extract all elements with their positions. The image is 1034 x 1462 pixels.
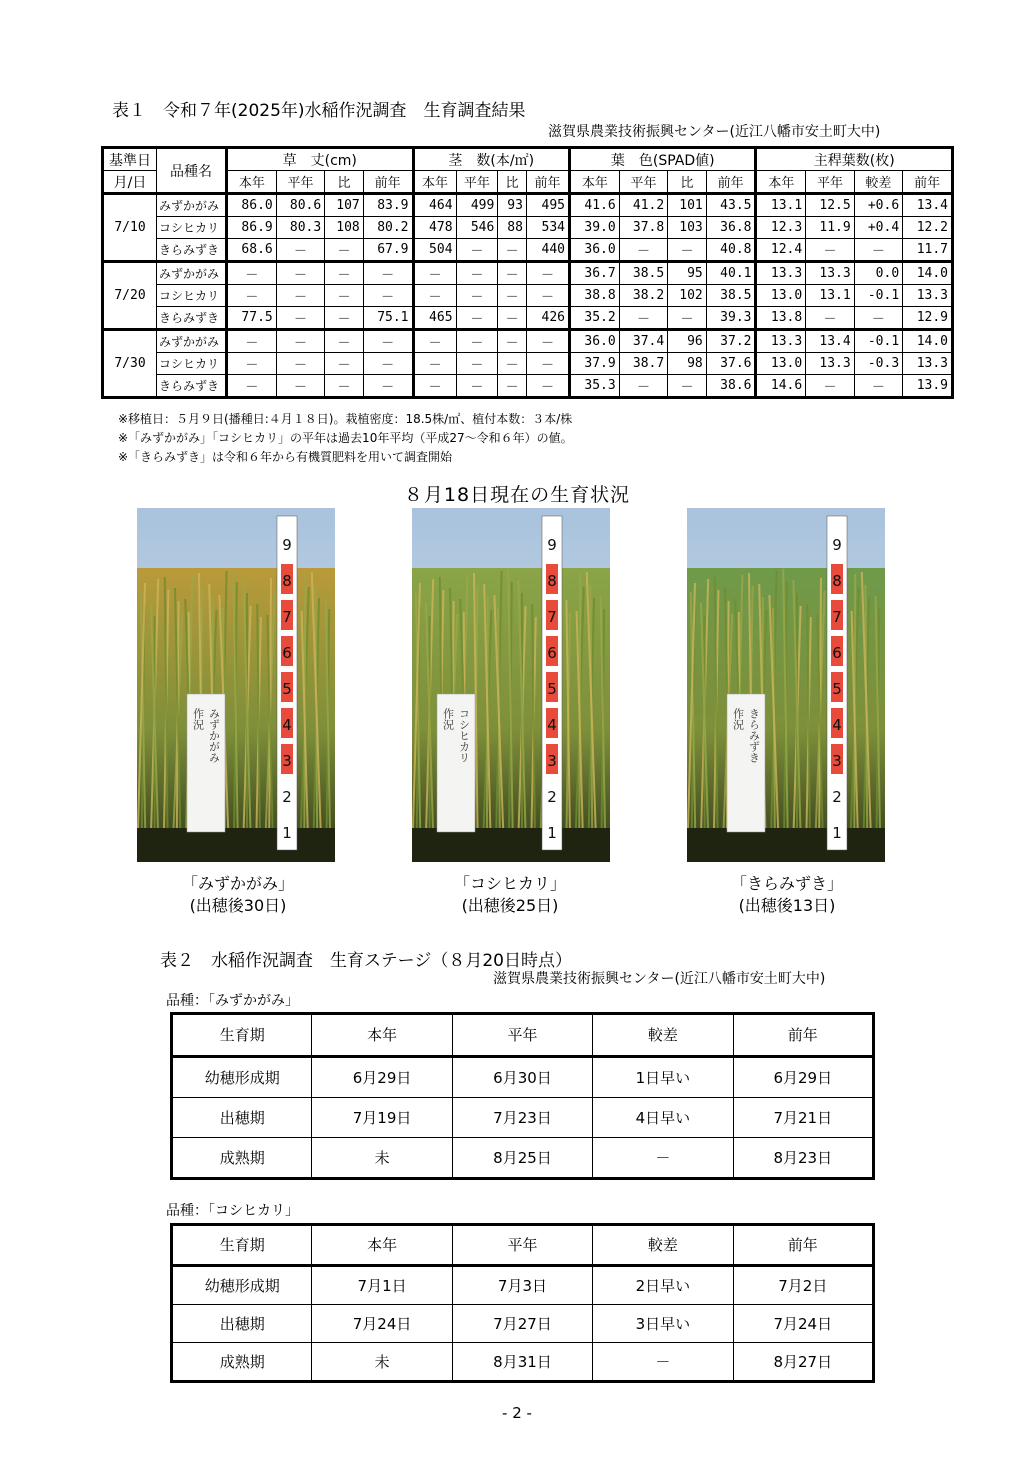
stage-cell: 8月25日 xyxy=(452,1137,592,1178)
value-cell: 0.0 xyxy=(854,262,902,285)
value-cell: － xyxy=(363,330,413,353)
stage-cell: 7月3日 xyxy=(452,1265,592,1304)
stage-header-cell: 本年 xyxy=(312,1014,452,1057)
stage-cell: 6月30日 xyxy=(452,1056,592,1097)
photo-caption-name: 「コシヒカリ」 xyxy=(453,874,566,893)
variety-cell: きらみずき xyxy=(157,307,227,330)
ruler-mark: 8 xyxy=(282,572,292,590)
photo-caption xyxy=(118,873,358,917)
stage-cell: 未 xyxy=(312,1342,452,1381)
ruler-mark: 1 xyxy=(282,824,292,842)
stage-cell: 出穂期 xyxy=(172,1098,312,1138)
stage-cell: 7月1日 xyxy=(312,1265,452,1304)
cultivar-label-koshihikari: 品種：「コシヒカリ」 xyxy=(166,1203,299,1219)
growth-survey-table xyxy=(101,146,954,399)
value-cell: 13.0 xyxy=(756,353,806,375)
value-cell: 86.9 xyxy=(227,217,277,239)
ruler-mark: 3 xyxy=(832,752,842,770)
ruler-mark: 6 xyxy=(547,644,557,662)
sub-header: 比 xyxy=(498,171,527,194)
value-cell: － xyxy=(413,285,456,307)
value-cell: 80.6 xyxy=(276,194,324,217)
value-cell: 13.1 xyxy=(806,285,854,307)
value-cell: － xyxy=(498,262,527,285)
value-cell: － xyxy=(806,307,854,330)
sign-text: 作況 xyxy=(191,708,205,730)
value-cell: － xyxy=(498,353,527,375)
ruler-mark: 4 xyxy=(832,716,842,734)
value-cell: － xyxy=(456,285,498,307)
value-cell: 36.0 xyxy=(569,239,619,262)
value-cell: － xyxy=(526,330,569,353)
photo-caption xyxy=(667,873,907,917)
table-row xyxy=(172,1305,874,1343)
sub-header: 平年 xyxy=(619,171,667,194)
value-cell: 38.2 xyxy=(619,285,667,307)
table-row xyxy=(103,375,953,398)
value-cell: 96 xyxy=(668,330,707,353)
stage-cell: 7月24日 xyxy=(312,1305,452,1343)
value-cell: － xyxy=(413,262,456,285)
date-cell: 7/20 xyxy=(103,262,157,330)
value-cell: － xyxy=(456,262,498,285)
value-cell: 38.8 xyxy=(569,285,619,307)
sub-header: 本年 xyxy=(227,171,277,194)
value-cell: － xyxy=(363,262,413,285)
value-cell: － xyxy=(227,353,277,375)
value-cell: － xyxy=(854,375,902,398)
value-cell: 38.5 xyxy=(619,262,667,285)
value-cell: 504 xyxy=(413,239,456,262)
stage-cell: 幼穂形成期 xyxy=(172,1265,312,1304)
value-cell: 12.4 xyxy=(756,239,806,262)
value-cell: 108 xyxy=(325,217,364,239)
value-cell: 13.4 xyxy=(903,194,953,217)
table-row xyxy=(172,1098,874,1138)
stage-cell: 2日早い xyxy=(593,1265,733,1304)
value-cell: － xyxy=(668,375,707,398)
value-cell: － xyxy=(276,353,324,375)
value-cell: 102 xyxy=(668,285,707,307)
value-cell: 37.6 xyxy=(706,353,756,375)
ruler-mark: 7 xyxy=(282,608,292,626)
ruler-mark: 9 xyxy=(282,536,292,554)
rice-field-photo xyxy=(687,508,885,862)
value-cell: － xyxy=(276,239,324,262)
value-cell: － xyxy=(227,285,277,307)
value-cell: － xyxy=(456,307,498,330)
value-cell: 11.9 xyxy=(806,217,854,239)
ruler-mark: 5 xyxy=(282,680,292,698)
value-cell: 93 xyxy=(498,194,527,217)
stage-cell: 7月24日 xyxy=(733,1305,873,1343)
value-cell: 426 xyxy=(526,307,569,330)
value-cell: 38.7 xyxy=(619,353,667,375)
value-cell: 38.5 xyxy=(706,285,756,307)
value-cell: 13.9 xyxy=(903,375,953,398)
value-cell: 13.3 xyxy=(806,262,854,285)
date-cell: 7/30 xyxy=(103,330,157,398)
ruler-mark: 2 xyxy=(282,788,292,806)
value-cell: － xyxy=(276,375,324,398)
value-cell: 499 xyxy=(456,194,498,217)
value-cell: － xyxy=(668,307,707,330)
variety-cell: コシヒカリ xyxy=(157,217,227,239)
value-cell: － xyxy=(276,262,324,285)
value-cell: 35.2 xyxy=(569,307,619,330)
value-cell: － xyxy=(227,375,277,398)
value-cell: 478 xyxy=(413,217,456,239)
group-header-leafnum: 主稈葉数(枚) xyxy=(756,148,953,171)
sub-header: 前年 xyxy=(363,171,413,194)
sign-text: 作況 xyxy=(441,708,455,730)
ruler-mark: 9 xyxy=(832,536,842,554)
value-cell: 12.2 xyxy=(903,217,953,239)
ruler-mark: 2 xyxy=(832,788,842,806)
value-cell: 95 xyxy=(668,262,707,285)
table2-title: 表２ 水稲作況調査 生育ステージ（８月20日時点） xyxy=(160,951,572,971)
value-cell: － xyxy=(363,353,413,375)
value-cell: － xyxy=(854,239,902,262)
table-row xyxy=(103,194,953,217)
table-row xyxy=(103,217,953,239)
table2-source: 滋賀県農業技術振興センター(近江八幡市安土町大中) xyxy=(493,971,826,987)
stage-header-cell: 平年 xyxy=(452,1225,592,1266)
ruler-mark: 5 xyxy=(547,680,557,698)
value-cell: － xyxy=(325,307,364,330)
value-cell: 13.3 xyxy=(756,330,806,353)
stage-cell: 3日早い xyxy=(593,1305,733,1343)
value-cell: 40.1 xyxy=(706,262,756,285)
stage-cell: 1日早い xyxy=(593,1056,733,1097)
table-row xyxy=(103,239,953,262)
ruler-mark: 6 xyxy=(832,644,842,662)
stage-cell: － xyxy=(593,1342,733,1381)
photo-caption xyxy=(390,873,630,917)
value-cell: － xyxy=(526,285,569,307)
table1-notes xyxy=(118,410,573,467)
table1-title: 表１ 令和７年(2025年)水稲作況調査 生育調査結果 xyxy=(112,101,526,121)
table-row xyxy=(103,262,953,285)
date-header-1: 基準日 xyxy=(103,148,157,171)
sign-text: コシヒカリ xyxy=(457,708,471,763)
stage-cell: 6月29日 xyxy=(312,1056,452,1097)
ruler-mark: 4 xyxy=(547,716,557,734)
stage-header-cell: 生育期 xyxy=(172,1225,312,1266)
value-cell: － xyxy=(325,285,364,307)
group-header-stems: 茎 数(本/㎡) xyxy=(413,148,569,171)
ruler-mark: 1 xyxy=(832,824,842,842)
value-cell: － xyxy=(456,353,498,375)
value-cell: 13.3 xyxy=(903,285,953,307)
stage-cell: 7月27日 xyxy=(452,1305,592,1343)
photo-caption-name: 「みずかがみ」 xyxy=(181,874,294,893)
value-cell: － xyxy=(363,285,413,307)
variety-header: 品種名 xyxy=(157,148,227,194)
value-cell: 12.5 xyxy=(806,194,854,217)
stage-header-cell: 本年 xyxy=(312,1225,452,1266)
note-2: ※「みずかがみ」「コシヒカリ」の平年は過去10年平均（平成27～令和６年）の値。 xyxy=(118,431,573,445)
value-cell: +0.6 xyxy=(854,194,902,217)
value-cell: 37.2 xyxy=(706,330,756,353)
photo-caption-days: (出穂後13日) xyxy=(738,896,836,915)
value-cell: － xyxy=(276,307,324,330)
stage-cell: 8月31日 xyxy=(452,1342,592,1381)
table-row xyxy=(172,1137,874,1178)
value-cell: － xyxy=(413,353,456,375)
value-cell: － xyxy=(325,353,364,375)
value-cell: － xyxy=(325,262,364,285)
sub-header: 前年 xyxy=(706,171,756,194)
photo-caption-days: (出穂後25日) xyxy=(461,896,559,915)
sub-header: 前年 xyxy=(903,171,953,194)
value-cell: 83.9 xyxy=(363,194,413,217)
stage-cell: 成熟期 xyxy=(172,1137,312,1178)
stage-header-cell: 生育期 xyxy=(172,1014,312,1057)
value-cell: 35.3 xyxy=(569,375,619,398)
value-cell: 440 xyxy=(526,239,569,262)
value-cell: 36.0 xyxy=(569,330,619,353)
variety-cell: みずかがみ xyxy=(157,262,227,285)
sub-header: 本年 xyxy=(756,171,806,194)
value-cell: － xyxy=(363,375,413,398)
table-row xyxy=(103,353,953,375)
ruler-mark: 7 xyxy=(547,608,557,626)
value-cell: 495 xyxy=(526,194,569,217)
stage-cell: 幼穂形成期 xyxy=(172,1056,312,1097)
ruler-mark: 6 xyxy=(282,644,292,662)
rice-field-photo xyxy=(137,508,335,862)
stage-header-cell: 較差 xyxy=(593,1225,733,1266)
value-cell: 101 xyxy=(668,194,707,217)
table-row xyxy=(103,285,953,307)
ruler-mark: 9 xyxy=(547,536,557,554)
value-cell: － xyxy=(526,375,569,398)
value-cell: 80.3 xyxy=(276,217,324,239)
table-row xyxy=(103,330,953,353)
table-row xyxy=(172,1056,874,1097)
table-row xyxy=(172,1342,874,1381)
value-cell: 41.6 xyxy=(569,194,619,217)
stage-cell: － xyxy=(593,1137,733,1178)
variety-cell: きらみずき xyxy=(157,239,227,262)
stage-cell: 4日早い xyxy=(593,1098,733,1138)
sub-header: 比 xyxy=(325,171,364,194)
value-cell: -0.1 xyxy=(854,285,902,307)
value-cell: － xyxy=(498,285,527,307)
value-cell: -0.3 xyxy=(854,353,902,375)
photo-caption-name: 「きらみずき」 xyxy=(730,874,843,893)
value-cell: － xyxy=(526,262,569,285)
stage-cell: 8月23日 xyxy=(733,1137,873,1178)
value-cell: 464 xyxy=(413,194,456,217)
table-row xyxy=(103,307,953,330)
stage-header-cell: 前年 xyxy=(733,1225,873,1266)
value-cell: 77.5 xyxy=(227,307,277,330)
stage-cell: 6月29日 xyxy=(733,1056,873,1097)
date-header-2: 月/日 xyxy=(103,171,157,194)
value-cell: 13.8 xyxy=(756,307,806,330)
value-cell: － xyxy=(413,330,456,353)
value-cell: 11.7 xyxy=(903,239,953,262)
ruler-mark: 5 xyxy=(832,680,842,698)
value-cell: － xyxy=(806,375,854,398)
value-cell: 67.9 xyxy=(363,239,413,262)
value-cell: 39.0 xyxy=(569,217,619,239)
value-cell: 75.1 xyxy=(363,307,413,330)
value-cell: － xyxy=(619,375,667,398)
value-cell: 88 xyxy=(498,217,527,239)
value-cell: － xyxy=(498,307,527,330)
value-cell: 39.3 xyxy=(706,307,756,330)
value-cell: 37.8 xyxy=(619,217,667,239)
value-cell: 98 xyxy=(668,353,707,375)
value-cell: 12.9 xyxy=(903,307,953,330)
stage-table-mizukagami xyxy=(170,1012,875,1180)
value-cell: － xyxy=(413,375,456,398)
value-cell: － xyxy=(619,307,667,330)
value-cell: 36.8 xyxy=(706,217,756,239)
value-cell: 14.6 xyxy=(756,375,806,398)
value-cell: 534 xyxy=(526,217,569,239)
sign-text: 作況 xyxy=(731,708,745,730)
sub-header: 本年 xyxy=(569,171,619,194)
ruler-mark: 8 xyxy=(547,572,557,590)
variety-cell: コシヒカリ xyxy=(157,285,227,307)
stage-cell: 7月21日 xyxy=(733,1098,873,1138)
ruler-mark: 2 xyxy=(547,788,557,806)
value-cell: 107 xyxy=(325,194,364,217)
stage-cell: 出穂期 xyxy=(172,1305,312,1343)
ruler-mark: 8 xyxy=(832,572,842,590)
stage-header-cell: 較差 xyxy=(593,1014,733,1057)
value-cell: － xyxy=(619,239,667,262)
value-cell: 14.0 xyxy=(903,330,953,353)
value-cell: 546 xyxy=(456,217,498,239)
sign-text: みずかがみ xyxy=(207,708,221,763)
table-row xyxy=(172,1265,874,1304)
value-cell: － xyxy=(498,330,527,353)
value-cell: － xyxy=(456,239,498,262)
value-cell: － xyxy=(498,239,527,262)
sub-header: 比 xyxy=(668,171,707,194)
value-cell: － xyxy=(325,375,364,398)
value-cell: 68.6 xyxy=(227,239,277,262)
variety-cell: みずかがみ xyxy=(157,194,227,217)
stage-table-koshihikari xyxy=(170,1223,875,1383)
value-cell: 40.8 xyxy=(706,239,756,262)
sub-header: 本年 xyxy=(413,171,456,194)
value-cell: － xyxy=(456,330,498,353)
sub-header: 較差 xyxy=(854,171,902,194)
ruler-mark: 3 xyxy=(282,752,292,770)
stage-header-cell: 平年 xyxy=(452,1014,592,1057)
stage-cell: 未 xyxy=(312,1137,452,1178)
photo-caption-days: (出穂後30日) xyxy=(189,896,287,915)
value-cell: 13.1 xyxy=(756,194,806,217)
value-cell: 465 xyxy=(413,307,456,330)
ruler-mark: 1 xyxy=(547,824,557,842)
value-cell: 14.0 xyxy=(903,262,953,285)
value-cell: 13.3 xyxy=(756,262,806,285)
ruler-mark: 4 xyxy=(282,716,292,734)
value-cell: 13.3 xyxy=(903,353,953,375)
sub-header: 平年 xyxy=(276,171,324,194)
ruler-mark: 7 xyxy=(832,608,842,626)
note-1: ※移植日：５月９日(播種日:４月１８日)。栽植密度：18.5株/㎡、植付本数：３本/株 xyxy=(118,412,573,426)
value-cell: － xyxy=(668,239,707,262)
page-number: - 2 - xyxy=(502,1404,532,1422)
value-cell: － xyxy=(498,375,527,398)
sub-header: 前年 xyxy=(526,171,569,194)
sub-header: 平年 xyxy=(456,171,498,194)
value-cell: +0.4 xyxy=(854,217,902,239)
value-cell: 41.2 xyxy=(619,194,667,217)
value-cell: － xyxy=(526,353,569,375)
variety-cell: みずかがみ xyxy=(157,330,227,353)
value-cell: － xyxy=(227,262,277,285)
value-cell: － xyxy=(806,239,854,262)
value-cell: － xyxy=(325,239,364,262)
note-3: ※「きらみずき」は令和６年から有機質肥料を用いて調査開始 xyxy=(118,450,453,464)
stage-cell: 7月2日 xyxy=(733,1265,873,1304)
rice-field-photo xyxy=(412,508,610,862)
value-cell: 38.6 xyxy=(706,375,756,398)
group-header-height: 草 丈(cm) xyxy=(227,148,414,171)
cultivar-label-mizukagami: 品種：「みずかがみ」 xyxy=(166,993,299,1009)
photos-title: ８月18日現在の生育状況 xyxy=(403,484,631,506)
table1-source: 滋賀県農業技術振興センター(近江八幡市安土町大中) xyxy=(548,124,881,140)
value-cell: 12.3 xyxy=(756,217,806,239)
group-header-leafcolor: 葉 色(SPAD値) xyxy=(569,148,756,171)
stage-header-cell: 前年 xyxy=(733,1014,873,1057)
stage-cell: 7月23日 xyxy=(452,1098,592,1138)
value-cell: -0.1 xyxy=(854,330,902,353)
value-cell: 13.0 xyxy=(756,285,806,307)
value-cell: － xyxy=(325,330,364,353)
value-cell: － xyxy=(854,307,902,330)
value-cell: － xyxy=(456,375,498,398)
stage-cell: 7月19日 xyxy=(312,1098,452,1138)
value-cell: 36.7 xyxy=(569,262,619,285)
value-cell: 13.3 xyxy=(806,353,854,375)
variety-cell: きらみずき xyxy=(157,375,227,398)
value-cell: 103 xyxy=(668,217,707,239)
value-cell: － xyxy=(227,330,277,353)
value-cell: 80.2 xyxy=(363,217,413,239)
value-cell: 37.9 xyxy=(569,353,619,375)
value-cell: 13.4 xyxy=(806,330,854,353)
value-cell: 37.4 xyxy=(619,330,667,353)
value-cell: 86.0 xyxy=(227,194,277,217)
date-cell: 7/10 xyxy=(103,194,157,262)
stage-cell: 成熟期 xyxy=(172,1342,312,1381)
sign-text: きらみずき xyxy=(747,708,761,763)
value-cell: 43.5 xyxy=(706,194,756,217)
sub-header: 平年 xyxy=(806,171,854,194)
value-cell: － xyxy=(276,330,324,353)
stage-cell: 8月27日 xyxy=(733,1342,873,1381)
value-cell: － xyxy=(276,285,324,307)
ruler-mark: 3 xyxy=(547,752,557,770)
variety-cell: コシヒカリ xyxy=(157,353,227,375)
